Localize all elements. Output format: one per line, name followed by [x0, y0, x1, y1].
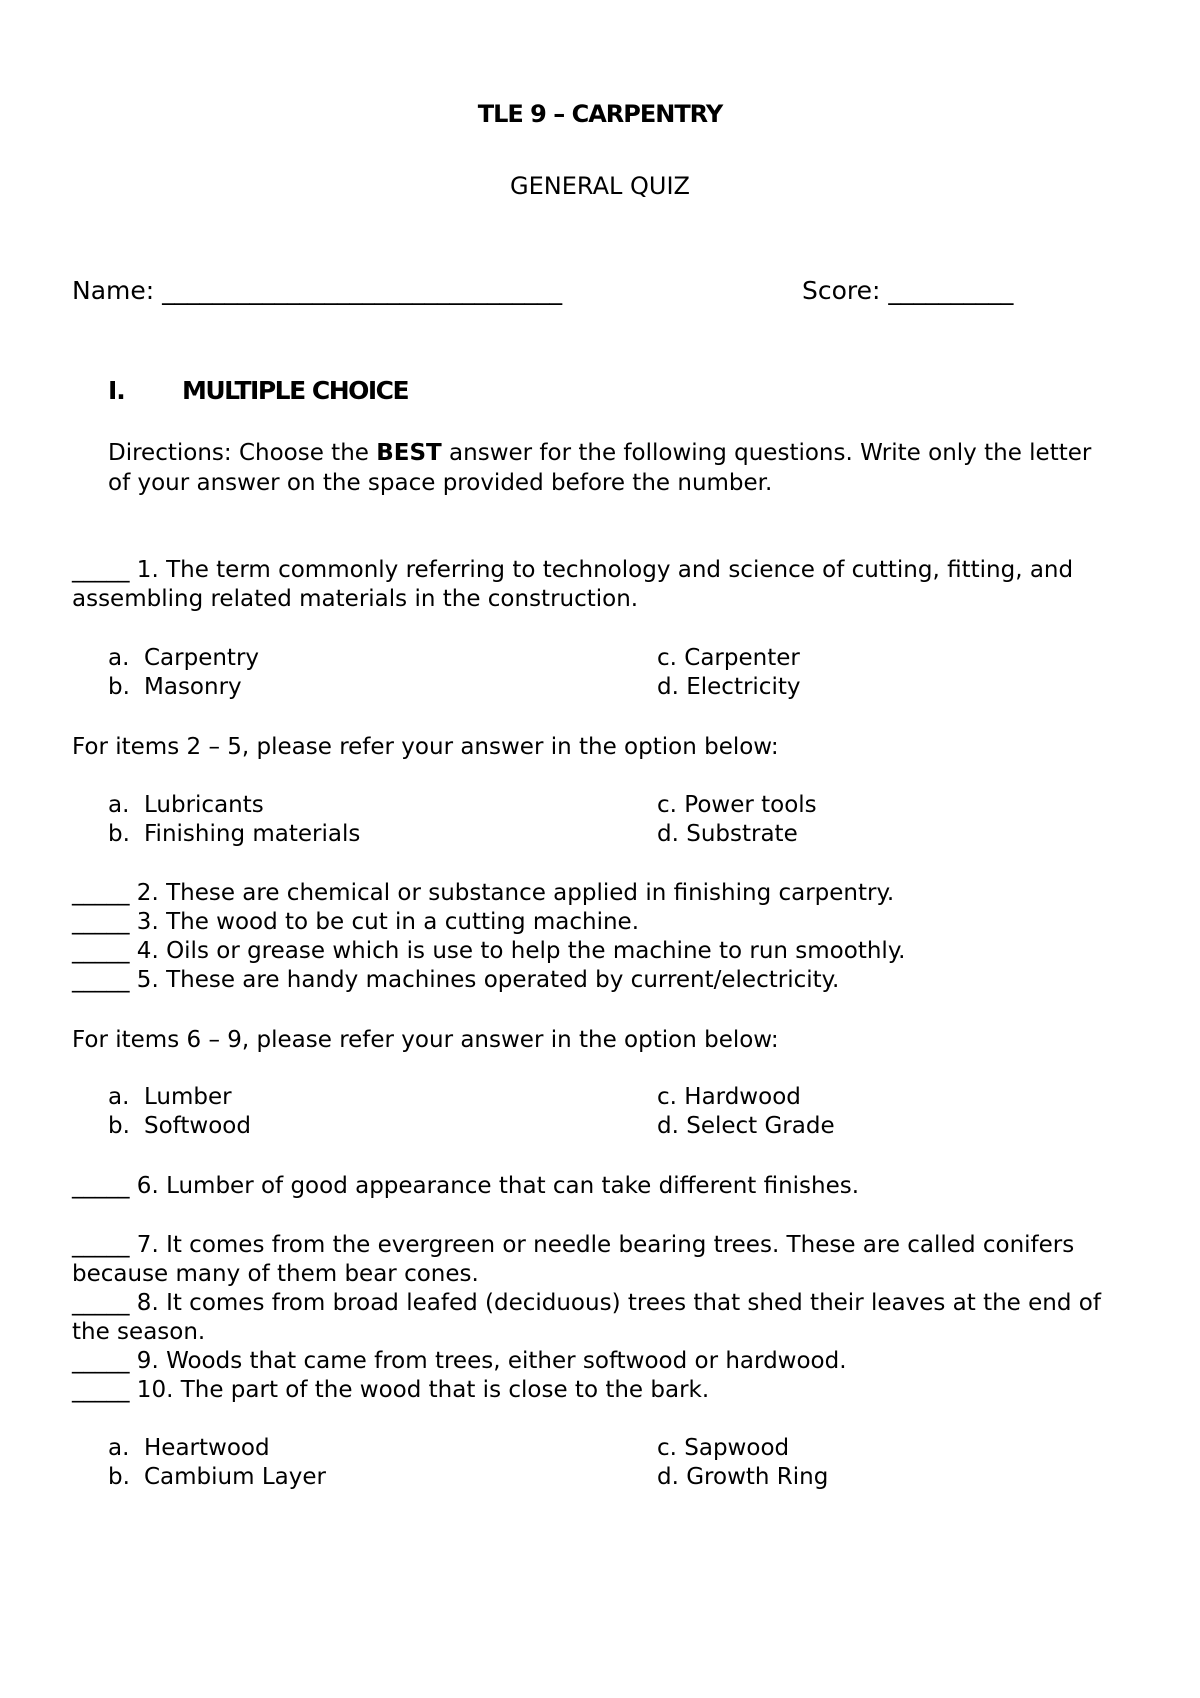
question-9 — [72, 1347, 1132, 1376]
option-letter: b. — [108, 674, 130, 700]
name-label: Name: — [72, 276, 155, 305]
section-title: MULTIPLE CHOICE — [182, 376, 409, 405]
question-5 — [72, 966, 1132, 995]
answer-blank: _____ — [72, 1173, 130, 1199]
g1-option-c: c. Power tools — [657, 792, 817, 818]
answer-blank: _____ — [72, 880, 130, 906]
option-letter: b. — [108, 1464, 130, 1490]
option-text: Masonry — [144, 674, 242, 700]
document-subtitle: GENERAL QUIZ — [510, 172, 690, 200]
g1-option-b — [108, 821, 360, 847]
question-7 — [72, 1231, 1132, 1289]
directions-text-rest: answer for the following questions. Write only the letter of your answer on the space provided before the number. — [108, 440, 1092, 496]
question-text: 1. The term commonly referring to technology and science of cutting, fitting, and assembling related materials in the construction. — [72, 557, 1074, 612]
question-1 — [72, 556, 1132, 614]
name-blank: ________________________________ — [162, 276, 563, 305]
score-field — [802, 276, 1013, 305]
g2-option-b — [108, 1113, 251, 1139]
q10-option-a — [108, 1435, 270, 1461]
question-2 — [72, 879, 1132, 908]
option-text: Lubricants — [144, 792, 264, 818]
q10-option-c: c. Sapwood — [657, 1435, 790, 1461]
question-text: 4. Oils or grease which is use to help the machine to run smoothly. — [129, 938, 906, 964]
question-8 — [72, 1289, 1132, 1347]
question-3 — [72, 908, 1132, 937]
option-text: Softwood — [144, 1113, 251, 1139]
g1-option-a — [108, 792, 264, 818]
answer-blank: _____ — [72, 1290, 130, 1316]
g2-option-a — [108, 1084, 232, 1110]
answer-blank: _____ — [72, 967, 130, 993]
question-text: 2. These are chemical or substance applied in finishing carpentry. — [129, 880, 895, 906]
option-text: Cambium Layer — [144, 1464, 326, 1490]
question-4 — [72, 937, 1132, 966]
option-letter: a. — [108, 1084, 130, 1110]
option-letter: a. — [108, 645, 130, 671]
answer-blank: _____ — [72, 1377, 130, 1403]
question-text: 9. Woods that came from trees, either softwood or hardwood. — [129, 1348, 847, 1374]
section-number: I. — [108, 376, 125, 405]
directions-text: Directions: Choose the — [108, 440, 377, 466]
option-text: Heartwood — [144, 1435, 270, 1461]
q1-option-a — [108, 645, 259, 671]
question-text: 8. It comes from broad leafed (deciduous) trees that shed their leaves at the end of the season. — [72, 1290, 1101, 1345]
question-text: 6. Lumber of good appearance that can take different finishes. — [129, 1173, 860, 1199]
score-blank: __________ — [888, 276, 1014, 305]
group-2-intro: For items 6 – 9, please refer your answer in the option below: — [72, 1027, 779, 1053]
directions — [108, 438, 1118, 498]
option-letter: a. — [108, 1435, 130, 1461]
name-field — [72, 276, 562, 305]
q10-option-b — [108, 1464, 326, 1490]
option-text: Carpentry — [144, 645, 260, 671]
option-letter: b. — [108, 821, 130, 847]
q1-option-d: d. Electricity — [657, 674, 801, 700]
question-6 — [72, 1172, 1132, 1201]
answer-blank: _____ — [72, 557, 130, 583]
q1-option-c: c. Carpenter — [657, 645, 800, 671]
option-text: Lumber — [144, 1084, 232, 1110]
score-label: Score: — [802, 276, 881, 305]
option-letter: a. — [108, 792, 130, 818]
option-letter: b. — [108, 1113, 130, 1139]
g1-option-d: d. Substrate — [657, 821, 798, 847]
answer-blank: _____ — [72, 938, 130, 964]
q10-option-d: d. Growth Ring — [657, 1464, 829, 1490]
answer-blank: _____ — [72, 909, 130, 935]
q1-option-b — [108, 674, 242, 700]
answer-blank: _____ — [72, 1348, 130, 1374]
question-text: 7. It comes from the evergreen or needle bearing trees. These are called conifers because many of them bear cones. — [72, 1232, 1075, 1287]
question-text: 10. The part of the wood that is close to the bark. — [129, 1377, 710, 1403]
answer-blank: _____ — [72, 1232, 130, 1258]
group-1-intro: For items 2 – 5, please refer your answer in the option below: — [72, 734, 779, 760]
directions-emphasis: BEST — [376, 440, 442, 466]
g2-option-c: c. Hardwood — [657, 1084, 801, 1110]
g2-option-d: d. Select Grade — [657, 1113, 835, 1139]
question-10 — [72, 1376, 1132, 1405]
question-text: 3. The wood to be cut in a cutting machine. — [129, 909, 640, 935]
option-text: Finishing materials — [144, 821, 361, 847]
question-text: 5. These are handy machines operated by current/electricity. — [129, 967, 840, 993]
document-title: TLE 9 – CARPENTRY — [477, 100, 723, 128]
